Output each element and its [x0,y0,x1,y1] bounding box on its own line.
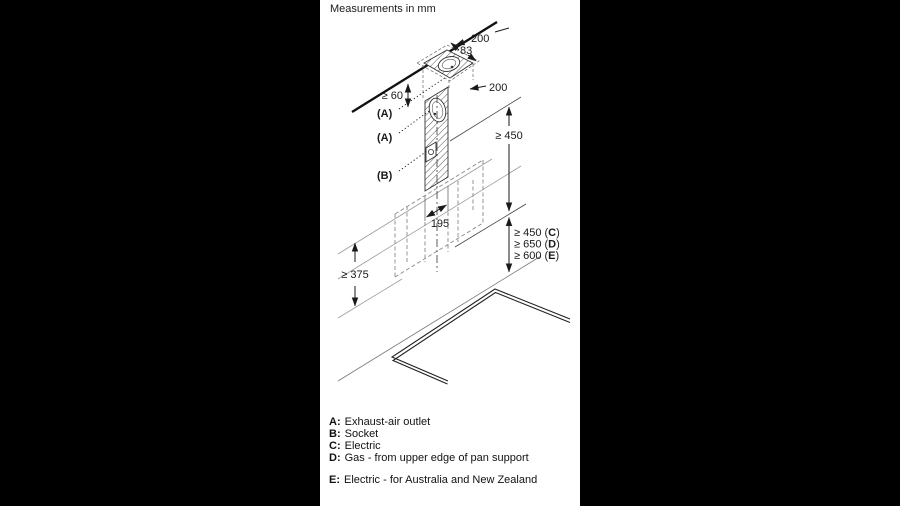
dim-top-width-label: 200 [471,33,490,45]
legend [329,416,537,486]
diagram-page [320,0,580,506]
dim-upper-height-label: ≥ 450 [495,130,523,142]
legend-text-a: Exhaust-air outlet [344,416,431,428]
dim-side-depth-label: 200 [489,82,508,94]
legend-text-c: Electric [344,440,381,452]
callout-socket: (B) [377,170,393,182]
legend-text-e: Electric - for Australia and New Zealand [344,474,538,486]
dim-upper-height [450,97,523,211]
legend-item-c [329,440,537,452]
legend-key-d: D: [329,452,341,464]
legend-item-e [329,474,537,486]
dim-lower-heights [455,204,560,272]
legend-item-b [329,428,537,440]
callout-exhaust-ceiling: (A) [377,108,393,120]
legend-item-a [329,416,537,428]
legend-key-b: B: [329,428,341,440]
dim-wall-height [341,243,368,306]
dim-duct-width-label: 195 [430,218,450,230]
wall-mounting-strip [425,87,448,272]
legend-key-c: C: [329,440,341,452]
page-title: Measurements in mm [330,3,436,15]
legend-item-d [329,452,537,464]
dim-lower-height-c: ≥ 450 (C) [514,227,560,239]
dim-outlet-offset-label: 83 [460,45,473,57]
cooktop-edge [392,289,570,384]
dim-wall-height-label: ≥ 375 [341,269,369,281]
dim-side-depth [470,82,507,94]
legend-key-a: A: [329,416,341,428]
legend-key-e: E: [329,474,340,486]
dim-lower-height-d: ≥ 650 (D) [514,238,560,251]
legend-text-d: Gas - from upper edge of pan support [344,452,529,464]
dim-lower-height-e: ≥ 600 (E) [514,250,560,262]
legend-text-b: Socket [344,428,379,440]
dim-ceiling-clearance [382,84,408,107]
dim-ceiling-clearance-label: ≥ 60 [381,90,403,102]
callout-exhaust-wall: (A) [377,132,393,144]
